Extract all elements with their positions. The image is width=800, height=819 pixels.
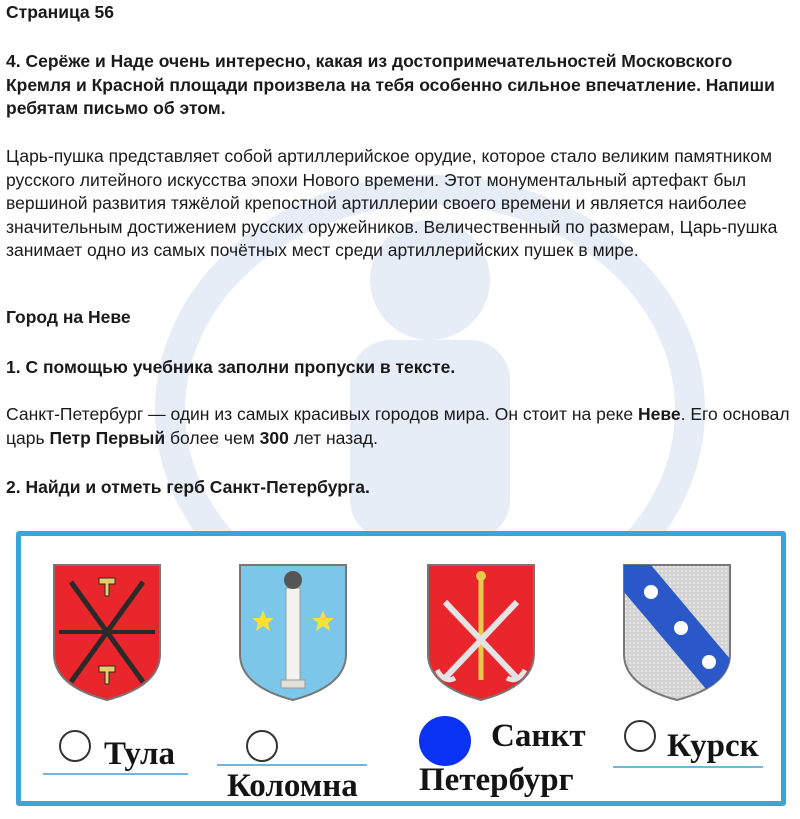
spb-radio-selected[interactable] bbox=[419, 716, 471, 766]
section-title: Город на Неве bbox=[6, 307, 131, 327]
tsar-cannon-paragraph: Царь-пушка представляет собой артиллерийское орудие, которое стало великим памятником русского литейного искусства эпохи Нового времени. Этот монументальный артефакт был вершиной развития тяжёлой крепостной артиллерии своего времени и является наиболее значительным достижением русских оружейников. Величественный по размерам, Царь-пушка занимает одно из самых почётных мест среди артиллерийских пушек в мире. bbox=[6, 146, 778, 260]
tula-label: Тула bbox=[104, 736, 176, 772]
spb-label-line2: Петербург bbox=[419, 762, 574, 798]
kursk-label: Курск bbox=[667, 728, 759, 764]
spb-text-part4: лет назад. bbox=[288, 427, 378, 448]
kolomna-radio[interactable] bbox=[246, 730, 278, 762]
answer-river: Неве bbox=[638, 404, 681, 424]
task-1-question: 1. С помощью учебника заполни пропуски в тексте. bbox=[6, 357, 456, 377]
kolomna-coat-of-arms-icon bbox=[237, 562, 349, 702]
task-2-question: 2. Найди и отметь герб Санкт-Петербурга. bbox=[6, 477, 370, 497]
spb-text-part2: . Его основал царь bbox=[6, 404, 790, 448]
kolomna-answer-line bbox=[217, 764, 367, 766]
task-4-question: 4. Серёже и Наде очень интересно, какая из достопримечательностей Московского Кремля и Красной площади произвела на тебя особенно сильное впечатление. Напиши ребятам письмо об этом. bbox=[6, 51, 775, 118]
tula-radio[interactable] bbox=[59, 730, 91, 762]
answer-tsar: Петр Первый bbox=[49, 427, 166, 448]
spb-fill-in-text bbox=[6, 403, 798, 450]
kursk-radio[interactable] bbox=[624, 720, 656, 752]
kursk-answer-line bbox=[613, 766, 763, 768]
answer-years: 300 bbox=[259, 427, 289, 448]
tula-answer-line bbox=[43, 773, 188, 775]
page-title: Страница 56 bbox=[6, 2, 114, 22]
kolomna-label: Коломна bbox=[227, 768, 358, 804]
spb-label-line1: Санкт bbox=[491, 718, 586, 754]
spb-coat-of-arms-icon bbox=[425, 562, 537, 702]
kursk-coat-of-arms-icon bbox=[621, 562, 733, 702]
coats-of-arms-panel bbox=[16, 531, 786, 806]
tula-coat-of-arms-icon bbox=[51, 562, 163, 702]
spb-text-part1: Санкт-Петербург — один из самых красивых городов мира. Он стоит на реке bbox=[6, 404, 639, 424]
spb-text-part3: более чем bbox=[165, 427, 260, 448]
